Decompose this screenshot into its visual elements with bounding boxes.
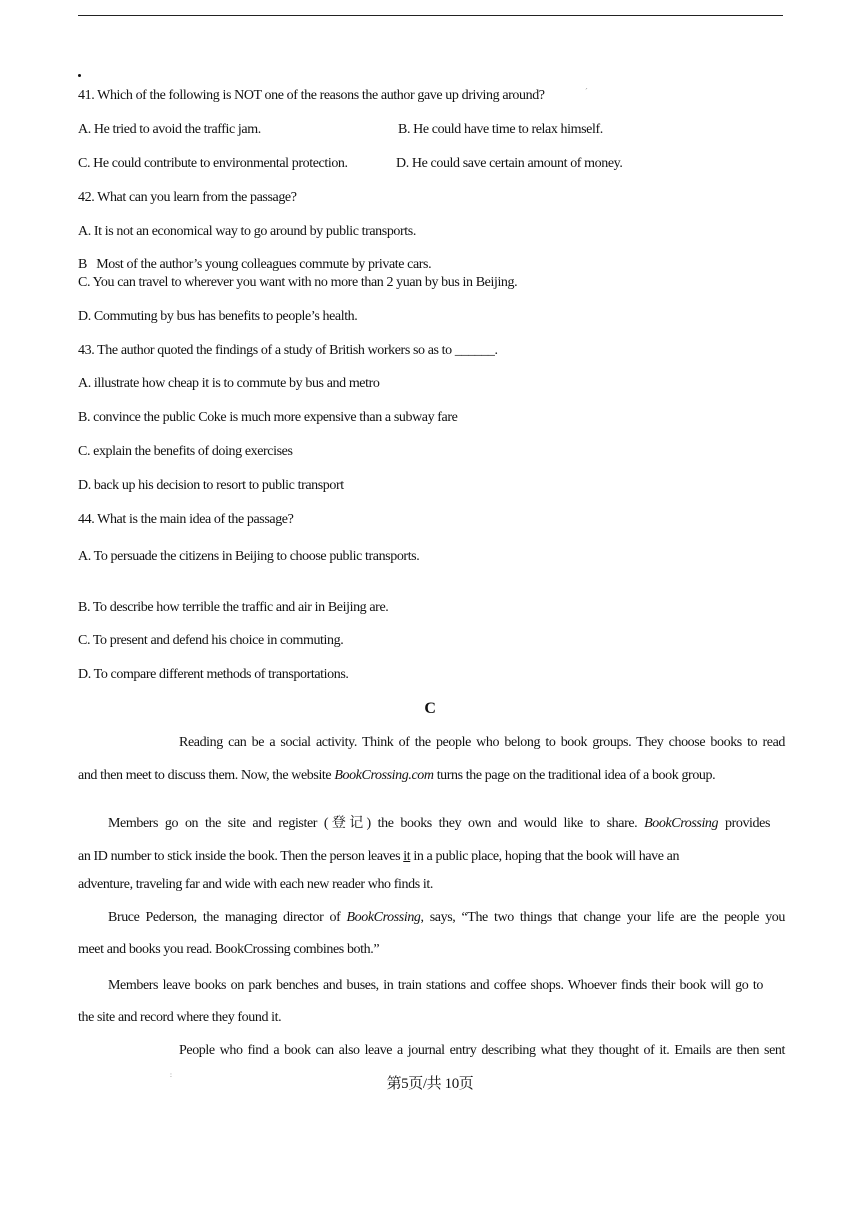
underlined-word: it bbox=[403, 849, 411, 864]
stray-mark-2: : bbox=[170, 1071, 172, 1079]
passage-p4-line1: Members leave books on park benches and buses, in train stations and coffee shops. Whoever finds their book will go to bbox=[108, 978, 763, 993]
page-footer: 第5页/共 10页 bbox=[386, 1076, 474, 1092]
stray-tick: ˊ bbox=[585, 87, 588, 96]
question-42-stem: 42. What can you learn from the passage? bbox=[78, 190, 297, 205]
website-name: BookCrossing.com bbox=[334, 768, 434, 783]
question-43-option-d: D. back up his decision to resort to public transport bbox=[78, 478, 344, 493]
question-41-option-b: B. He could have time to relax himself. bbox=[398, 122, 603, 137]
question-44-option-b: B. To describe how terrible the traffic and air in Beijing are. bbox=[78, 600, 389, 615]
question-44-option-a: A. To persuade the citizens in Beijing to choose public transports. bbox=[78, 549, 420, 564]
passage-p2-line3: adventure, traveling far and wide with each new reader who finds it. bbox=[78, 877, 433, 892]
passage-p3-line2: meet and books you read. BookCrossing combines both.” bbox=[78, 942, 380, 957]
passage-p5-line1: People who find a book can also leave a journal entry describing what they thought of it. Emails are then sent bbox=[179, 1043, 785, 1058]
question-43-option-b: B. convince the public Coke is much more expensive than a subway fare bbox=[78, 410, 458, 425]
passage-p2-line1: Members go on the site and register (登记) the books they own and would like to share. BookCrossing provides bbox=[108, 816, 770, 831]
question-42-option-a: A. It is not an economical way to go around by public transports. bbox=[78, 224, 416, 239]
passage-p3-line1: Bruce Pederson, the managing director of BookCrossing, says, “The two things that change your life are the people you bbox=[108, 910, 785, 925]
passage-p2-line2: an ID number to stick inside the book. Then the person leaves it in a public place, hoping that the book will have an bbox=[78, 849, 680, 864]
passage-p4-line2: the site and record where they found it. bbox=[78, 1010, 282, 1025]
question-42-option-d: D. Commuting by bus has benefits to people’s health. bbox=[78, 309, 358, 324]
section-heading-c: C bbox=[424, 700, 436, 717]
question-41-option-a: A. He tried to avoid the traffic jam. bbox=[78, 122, 261, 137]
question-42-option-b: B Most of the author’s young colleagues commute by private cars. bbox=[78, 257, 432, 272]
site-name-2: BookCrossing bbox=[346, 910, 421, 925]
stray-mark bbox=[78, 74, 81, 77]
question-41-option-d: D. He could save certain amount of money. bbox=[396, 156, 623, 171]
question-44-option-d: D. To compare different methods of transportations. bbox=[78, 667, 349, 682]
question-43-stem: 43. The author quoted the findings of a study of British workers so as to ______. bbox=[78, 343, 498, 358]
question-42-option-c: C. You can travel to wherever you want with no more than 2 yuan by bus in Beijing. bbox=[78, 275, 518, 290]
question-41-stem: 41. Which of the following is NOT one of the reasons the author gave up driving around? bbox=[78, 88, 545, 103]
question-44-option-c: C. To present and defend his choice in commuting. bbox=[78, 633, 344, 648]
question-43-option-c: C. explain the benefits of doing exercises bbox=[78, 444, 293, 459]
site-name: BookCrossing bbox=[644, 816, 719, 831]
question-43-option-a: A. illustrate how cheap it is to commute by bus and metro bbox=[78, 376, 380, 391]
passage-p1-line1: Reading can be a social activity. Think of the people who belong to book groups. They choose books to read bbox=[179, 735, 785, 750]
question-41-option-c: C. He could contribute to environmental protection. bbox=[78, 156, 348, 171]
passage-p1-line2: and then meet to discuss them. Now, the website BookCrossing.com turns the page on the traditional idea of a book group. bbox=[78, 768, 716, 783]
question-44-stem: 44. What is the main idea of the passage? bbox=[78, 512, 294, 527]
header-rule bbox=[78, 15, 783, 16]
